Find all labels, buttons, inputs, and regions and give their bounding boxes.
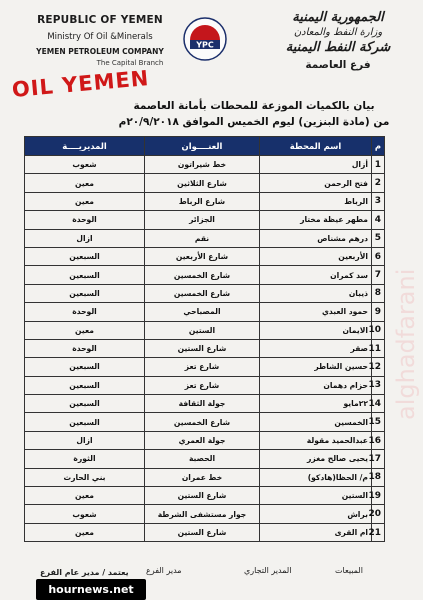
row-directorate: السبعين <box>25 376 145 394</box>
row-station-name: م/ الحظا(هادكو) <box>260 468 372 486</box>
company-logo <box>182 16 228 62</box>
row-address: جوار مستشفى الشرطة <box>145 505 260 523</box>
row-station-name: ٢٢مايو <box>260 395 372 413</box>
letterhead-en-line2: Ministry Of Oil &Minerals <box>47 32 153 42</box>
row-address: المصباحي <box>145 303 260 321</box>
row-num: 8 <box>372 284 385 302</box>
row-num: 19 <box>372 487 385 505</box>
row-address: الحصبة <box>145 450 260 468</box>
table-row <box>25 303 385 321</box>
letterhead-en-line3: YEMEN PETROLEUM COMPANY <box>36 47 164 56</box>
table-row <box>25 468 385 486</box>
site-label[interactable]: hournews.net <box>36 579 146 600</box>
row-address: شارع الثلاثين <box>145 174 260 192</box>
row-num: 9 <box>372 303 385 321</box>
watermark-text: alghadfarani <box>392 268 420 420</box>
table-row <box>25 247 385 265</box>
stations-table <box>24 136 385 542</box>
header-num: م <box>372 137 385 156</box>
row-num: 16 <box>372 431 385 449</box>
letterhead-ar-line3: شركة النفط اليمنية <box>285 40 391 55</box>
header-directorate: المديريــــة <box>25 137 145 156</box>
row-address: شارع الخمسين <box>145 266 260 284</box>
row-address: شارع تعز <box>145 376 260 394</box>
row-directorate: ازال <box>25 229 145 247</box>
table-row <box>25 450 385 468</box>
row-station-name: براش <box>260 505 372 523</box>
table-row <box>25 174 385 192</box>
row-station-name: عبدالحميد مقولة <box>260 431 372 449</box>
row-directorate: شعوب <box>25 156 145 174</box>
row-num: 18 <box>372 468 385 486</box>
table-row <box>25 229 385 247</box>
row-directorate: السبعين <box>25 247 145 265</box>
row-num: 6 <box>372 247 385 265</box>
row-directorate: السبعين <box>25 395 145 413</box>
row-station-name: ام القرى <box>260 523 372 541</box>
table-row <box>25 211 385 229</box>
row-station-name: يحيى صالح مغزر <box>260 450 372 468</box>
row-address: شارع الأربعين <box>145 247 260 265</box>
row-station-name: أزال <box>260 156 372 174</box>
logo-text: YPC <box>196 40 214 50</box>
row-station-name: حسين الشاطر <box>260 358 372 376</box>
row-address: الستين <box>145 321 260 339</box>
row-directorate: معين <box>25 321 145 339</box>
table-row <box>25 505 385 523</box>
row-directorate: السبعين <box>25 266 145 284</box>
signature-approved-by: يعتمد / مدير عام الفرع <box>40 568 129 577</box>
row-num: 12 <box>372 358 385 376</box>
table-row <box>25 395 385 413</box>
row-num: 13 <box>372 376 385 394</box>
row-num: 4 <box>372 211 385 229</box>
row-num: 2 <box>372 174 385 192</box>
row-address: خط شيراتون <box>145 156 260 174</box>
table-row <box>25 523 385 541</box>
row-station-name: الرباط <box>260 192 372 210</box>
letterhead-ar-line4: فرع العاصمة <box>305 59 371 71</box>
table-row <box>25 358 385 376</box>
row-directorate: الثورة <box>25 450 145 468</box>
table-row <box>25 156 385 174</box>
row-directorate: ازال <box>25 431 145 449</box>
title-line2: من (مادة البنزين) ليوم الخميس الموافق ٢٠/٩/٢٠١٨م <box>118 116 390 128</box>
row-num: 10 <box>372 321 385 339</box>
header-station-name: اسم المحطة <box>260 137 372 156</box>
row-num: 3 <box>372 192 385 210</box>
row-station-name: الستين <box>260 487 372 505</box>
row-station-name: الأربعين <box>260 247 372 265</box>
row-address: نقم <box>145 229 260 247</box>
row-directorate: معين <box>25 487 145 505</box>
row-station-name: حمود العبدي <box>260 303 372 321</box>
table-row <box>25 487 385 505</box>
table-row <box>25 431 385 449</box>
row-num: 14 <box>372 395 385 413</box>
row-num: 17 <box>372 450 385 468</box>
row-directorate: معين <box>25 174 145 192</box>
signature-sales: المبيعات <box>335 566 363 575</box>
row-num: 11 <box>372 339 385 357</box>
row-directorate: السبعين <box>25 284 145 302</box>
row-address: جولة الثقافة <box>145 395 260 413</box>
table-header-row <box>25 137 385 156</box>
row-address: شارع تعز <box>145 358 260 376</box>
signature-commercial-manager: المدير التجاري <box>244 566 292 575</box>
header-address: العنــــوان <box>145 137 260 156</box>
row-station-name: مطهر عيظة مختار <box>260 211 372 229</box>
row-num: 20 <box>372 505 385 523</box>
row-num: 7 <box>372 266 385 284</box>
row-num: 5 <box>372 229 385 247</box>
row-address: الجزائر <box>145 211 260 229</box>
row-address: شارع الخمسين <box>145 413 260 431</box>
row-station-name: فتح الرحمن <box>260 174 372 192</box>
row-station-name: سد كمران <box>260 266 372 284</box>
row-address: شارع الخمسين <box>145 284 260 302</box>
oil-yemen-stamp: OIL YEMEN <box>10 66 151 102</box>
letterhead-english <box>30 14 170 67</box>
row-directorate: معين <box>25 192 145 210</box>
letterhead-ar-line1: الجمهورية اليمنية <box>292 10 384 25</box>
row-address: شارع الستين <box>145 523 260 541</box>
table-row <box>25 339 385 357</box>
row-address: شارع الستين <box>145 339 260 357</box>
row-address: خط عمران <box>145 468 260 486</box>
row-directorate: الوحدة <box>25 339 145 357</box>
table-row <box>25 266 385 284</box>
row-address: شارع الرباط <box>145 192 260 210</box>
row-directorate: بني الحارث <box>25 468 145 486</box>
letterhead-ar-line2: وزارة النفط والمعادن <box>293 27 383 38</box>
title-line1: بيان بالكميات الموزعة للمحطات بأمانة العاصمة <box>133 100 375 112</box>
row-directorate: الوحدة <box>25 303 145 321</box>
table-row <box>25 192 385 210</box>
row-num: 15 <box>372 413 385 431</box>
row-directorate: معين <box>25 523 145 541</box>
row-num: 21 <box>372 523 385 541</box>
table-row <box>25 376 385 394</box>
row-station-name: حزام دهمان <box>260 376 372 394</box>
row-station-name: ذيبان <box>260 284 372 302</box>
row-station-name: درهم مشناص <box>260 229 372 247</box>
row-address: جولة العمري <box>145 431 260 449</box>
row-num: 1 <box>372 156 385 174</box>
letterhead-en-line1: REPUBLIC OF YEMEN <box>37 14 163 26</box>
table-row <box>25 321 385 339</box>
row-directorate: السبعين <box>25 413 145 431</box>
row-address: شارع الستين <box>145 487 260 505</box>
row-directorate: الوحدة <box>25 211 145 229</box>
row-station-name: الايمان <box>260 321 372 339</box>
document-title <box>100 100 408 128</box>
table-row <box>25 284 385 302</box>
table-body <box>25 156 385 542</box>
signature-branch-manager: مدير الفرع <box>146 566 182 575</box>
row-station-name: الخمسين <box>260 413 372 431</box>
row-station-name: صقر <box>260 339 372 357</box>
row-directorate: شعوب <box>25 505 145 523</box>
row-directorate: السبعين <box>25 358 145 376</box>
letterhead-arabic <box>268 10 408 71</box>
table-row <box>25 413 385 431</box>
letterhead-en-line4: The Capital Branch <box>96 59 164 67</box>
